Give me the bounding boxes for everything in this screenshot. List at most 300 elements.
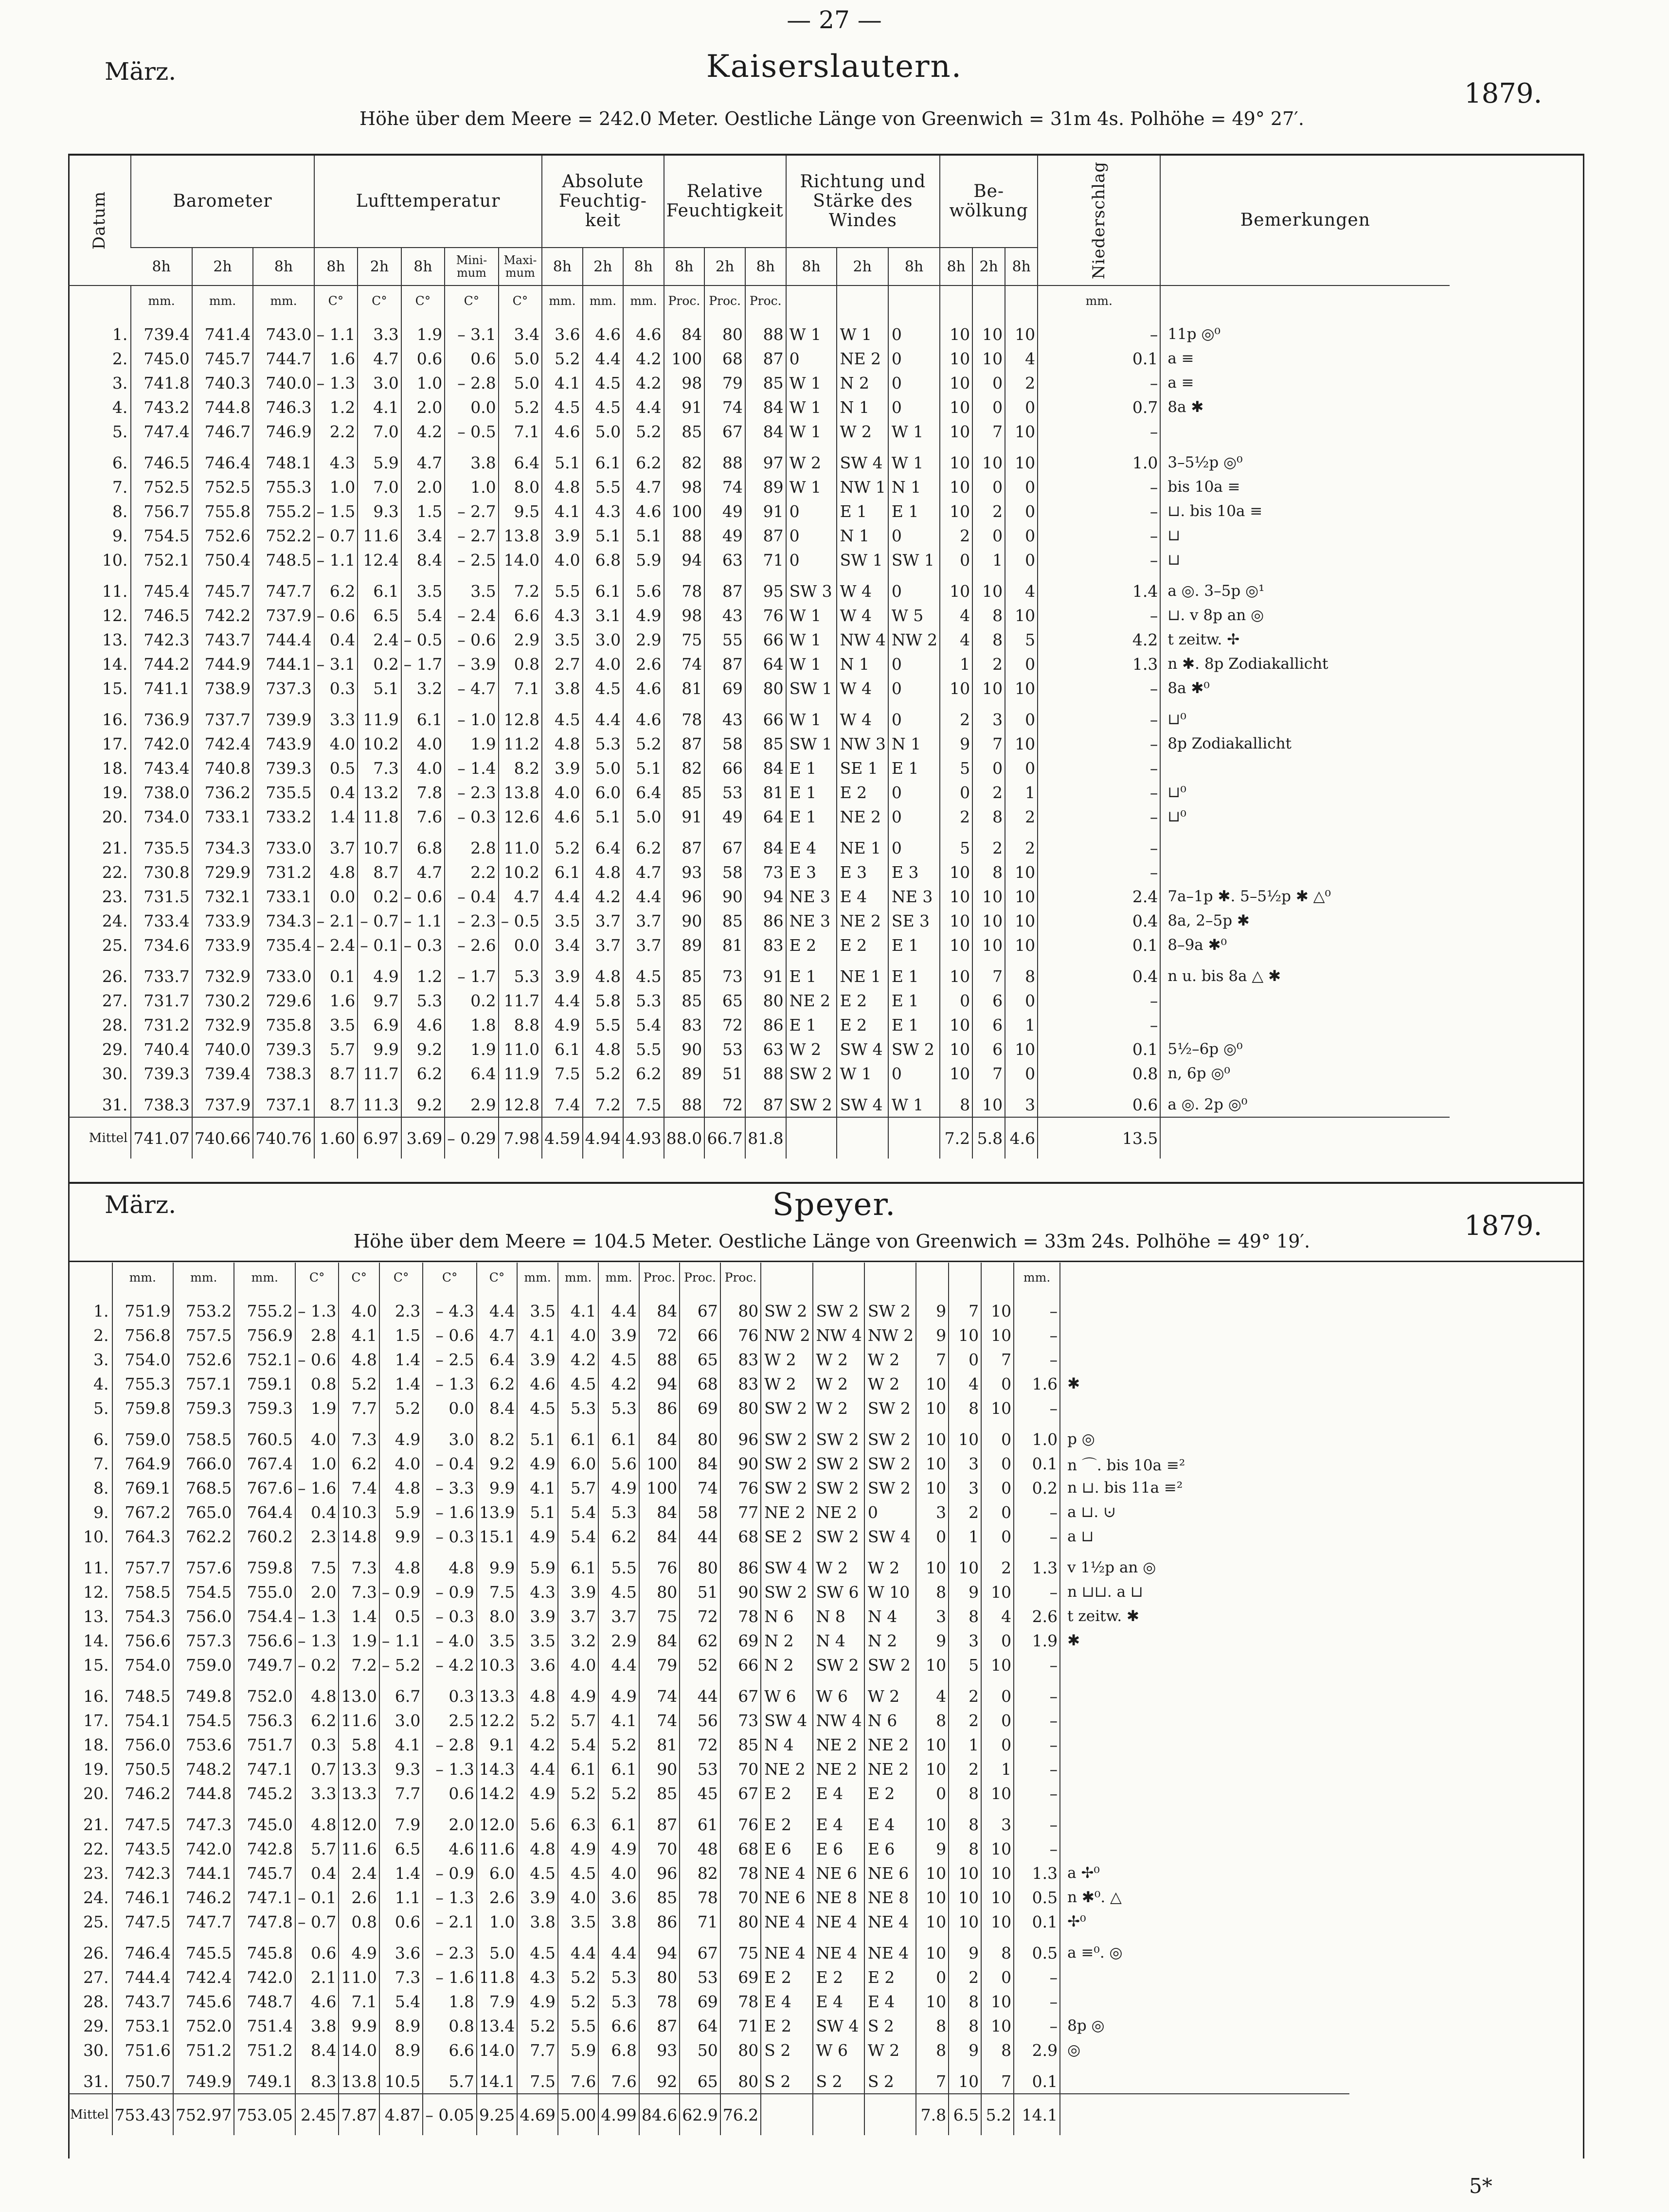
value-cell: 745.4 bbox=[131, 572, 192, 603]
value-cell: 0 bbox=[981, 1451, 1014, 1476]
value-cell: – bbox=[1014, 1837, 1060, 1861]
value-cell: 4.9 bbox=[558, 1677, 598, 1708]
mean-cell: 5.8 bbox=[972, 1117, 1005, 1159]
value-cell: 10 bbox=[1005, 933, 1038, 957]
unit-cell bbox=[981, 1263, 1014, 1292]
value-cell: 3.9 bbox=[598, 1323, 639, 1347]
value-cell: 10 bbox=[1005, 444, 1038, 475]
value-cell: – 1.7 bbox=[445, 957, 498, 988]
value-cell: – 3.3 bbox=[423, 1476, 476, 1500]
remark-cell: a ⊔. ⊍ bbox=[1060, 1500, 1349, 1524]
value-cell: 65 bbox=[680, 1347, 720, 1372]
value-cell: 94 bbox=[639, 1372, 680, 1396]
value-cell: 745.8 bbox=[234, 1934, 295, 1965]
value-cell: – bbox=[1014, 1500, 1060, 1524]
value-cell: 751.2 bbox=[173, 2038, 234, 2062]
value-cell: 84 bbox=[745, 395, 786, 419]
value-cell: 3.4 bbox=[499, 315, 542, 346]
wind-cell: E 3 bbox=[837, 860, 888, 884]
value-cell: 5.4 bbox=[558, 1500, 598, 1524]
wind-cell: NE 6 bbox=[864, 1861, 916, 1885]
wind-cell: SW 2 bbox=[813, 1292, 864, 1323]
value-cell: 78 bbox=[639, 1989, 680, 2014]
value-cell: 4.3 bbox=[517, 1580, 557, 1604]
value-cell: 10 bbox=[981, 1781, 1014, 1805]
value-cell: 1.0 bbox=[295, 1451, 339, 1476]
remark-cell: 3–5½p ◎⁰ bbox=[1160, 444, 1450, 475]
value-cell: 10 bbox=[940, 572, 972, 603]
value-cell: 762.2 bbox=[173, 1524, 234, 1549]
value-cell: 1 bbox=[949, 1524, 981, 1549]
remark-cell: 11p ◎⁰ bbox=[1160, 315, 1450, 346]
value-cell: 767.6 bbox=[234, 1476, 295, 1500]
value-cell: 100 bbox=[664, 499, 705, 523]
mean-cell bbox=[1060, 2094, 1349, 2135]
value-cell: 85 bbox=[664, 780, 705, 804]
value-cell: 3.6 bbox=[542, 315, 582, 346]
mean-cell: 4.69 bbox=[517, 2094, 557, 2135]
wind-cell: E 2 bbox=[761, 2014, 812, 2038]
value-cell: 10 bbox=[1005, 1037, 1038, 1061]
value-cell: 4.7 bbox=[358, 346, 401, 371]
value-cell: 84 bbox=[639, 1500, 680, 1524]
value-cell: 0.4 bbox=[1038, 957, 1160, 988]
day-cell: 9. bbox=[93, 1502, 109, 1522]
value-cell: 83 bbox=[720, 1347, 761, 1372]
value-cell: 764.4 bbox=[234, 1500, 295, 1524]
remark-cell: 8–9a ✱⁰ bbox=[1160, 933, 1450, 957]
value-cell: 729.9 bbox=[192, 860, 253, 884]
value-cell: 731.2 bbox=[131, 1013, 192, 1037]
value-cell: 747.3 bbox=[173, 1805, 234, 1837]
value-cell: – 0.3 bbox=[401, 933, 445, 957]
value-cell: 6.2 bbox=[314, 572, 358, 603]
value-cell: 76 bbox=[720, 1476, 761, 1500]
value-cell: 4.6 bbox=[423, 1837, 476, 1861]
value-cell: 95 bbox=[745, 572, 786, 603]
value-cell: 4.4 bbox=[598, 1653, 639, 1677]
frame-right-rule bbox=[1583, 155, 1584, 2158]
units-row bbox=[68, 1263, 1349, 1292]
value-cell: 11.8 bbox=[477, 1965, 517, 1989]
wind-cell: N 2 bbox=[864, 1628, 916, 1653]
value-cell: 4.4 bbox=[583, 700, 623, 731]
value-cell: 78 bbox=[720, 1604, 761, 1628]
remark-cell: ⊔⁰ bbox=[1160, 804, 1450, 829]
value-cell: 10 bbox=[916, 1549, 949, 1580]
wind-cell: S 2 bbox=[761, 2038, 812, 2062]
subheader-hour: 8h bbox=[131, 248, 192, 285]
value-cell: 5.8 bbox=[583, 988, 623, 1013]
value-cell: 6.2 bbox=[623, 444, 664, 475]
value-cell: 65 bbox=[704, 988, 745, 1013]
value-cell: 8 bbox=[972, 603, 1005, 627]
value-cell: 5.3 bbox=[558, 1396, 598, 1420]
value-cell: 9.5 bbox=[499, 499, 542, 523]
value-cell: 7.5 bbox=[295, 1549, 339, 1580]
subheader-maximum: Maxi-mum bbox=[499, 248, 542, 285]
table-row bbox=[68, 1653, 1349, 1677]
wind-cell: S 2 bbox=[813, 2062, 864, 2094]
value-cell: – 4.2 bbox=[423, 1653, 476, 1677]
value-cell: – bbox=[1038, 700, 1160, 731]
table-row bbox=[68, 756, 1450, 780]
value-cell: 4.1 bbox=[542, 371, 582, 395]
unit-cell bbox=[1160, 285, 1450, 315]
value-cell: 91 bbox=[745, 957, 786, 988]
value-cell: 2 bbox=[949, 1500, 981, 1524]
value-cell: 4.0 bbox=[379, 1451, 423, 1476]
value-cell: – bbox=[1038, 371, 1160, 395]
wind-cell: NW 4 bbox=[813, 1323, 864, 1347]
value-cell: 2 bbox=[940, 700, 972, 731]
value-cell: 1.0 bbox=[401, 371, 445, 395]
wind-cell: E 2 bbox=[864, 1965, 916, 1989]
table-row bbox=[68, 499, 1450, 523]
subheader-hour: 2h bbox=[583, 248, 623, 285]
value-cell: 3.7 bbox=[623, 933, 664, 957]
value-cell: 10.2 bbox=[358, 731, 401, 756]
unit-cell: mm. bbox=[542, 285, 582, 315]
wind-cell: NE 6 bbox=[761, 1885, 812, 1909]
value-cell: – 0.3 bbox=[423, 1604, 476, 1628]
value-cell: 88 bbox=[664, 523, 705, 548]
wind-cell: NE 2 bbox=[864, 1757, 916, 1781]
remark-cell bbox=[1160, 988, 1450, 1013]
value-cell: 81 bbox=[664, 676, 705, 700]
table-row bbox=[68, 804, 1450, 829]
remark-cell: a ≡ bbox=[1160, 346, 1450, 371]
value-cell: 765.0 bbox=[173, 1500, 234, 1524]
value-cell: 2 bbox=[972, 780, 1005, 804]
wind-cell: W 2 bbox=[864, 1677, 916, 1708]
value-cell: 68 bbox=[680, 1372, 720, 1396]
value-cell: 82 bbox=[664, 444, 705, 475]
value-cell: 71 bbox=[680, 1909, 720, 1934]
value-cell: 9.2 bbox=[477, 1451, 517, 1476]
value-cell: 1.9 bbox=[401, 315, 445, 346]
value-cell: 2.7 bbox=[542, 652, 582, 676]
value-cell: 5.5 bbox=[623, 1037, 664, 1061]
mean-cell: 66.7 bbox=[704, 1117, 745, 1159]
value-cell: 80 bbox=[680, 1549, 720, 1580]
value-cell: 64 bbox=[745, 652, 786, 676]
value-cell: 755.0 bbox=[234, 1580, 295, 1604]
value-cell: 6.6 bbox=[499, 603, 542, 627]
value-cell: 3 bbox=[1005, 1086, 1038, 1117]
value-cell: 4.8 bbox=[583, 1037, 623, 1061]
subheader-hour: 2h bbox=[972, 248, 1005, 285]
wind-cell: W 2 bbox=[813, 1372, 864, 1396]
value-cell: 3.6 bbox=[598, 1885, 639, 1909]
value-cell: 7 bbox=[972, 419, 1005, 444]
remark-cell bbox=[1060, 1677, 1349, 1708]
value-cell: – bbox=[1014, 1989, 1060, 2014]
value-cell: 6.1 bbox=[598, 1757, 639, 1781]
table-row bbox=[68, 933, 1450, 957]
value-cell: 4.6 bbox=[517, 1372, 557, 1396]
value-cell: 10.3 bbox=[477, 1653, 517, 1677]
value-cell: 1.2 bbox=[401, 957, 445, 988]
value-cell: 0.4 bbox=[295, 1861, 339, 1885]
value-cell: 64 bbox=[680, 2014, 720, 2038]
value-cell: – bbox=[1014, 1653, 1060, 1677]
mean-cell: 5.2 bbox=[981, 2094, 1014, 2135]
value-cell: 10 bbox=[981, 1653, 1014, 1677]
table-row bbox=[68, 1500, 1349, 1524]
wind-cell: E 3 bbox=[888, 860, 940, 884]
value-cell: 10 bbox=[1005, 676, 1038, 700]
remark-cell bbox=[1060, 1989, 1349, 2014]
value-cell: – 2.8 bbox=[445, 371, 498, 395]
value-cell: 741.1 bbox=[131, 676, 192, 700]
value-cell: 6.1 bbox=[598, 1420, 639, 1451]
unit-cell bbox=[888, 285, 940, 315]
value-cell: 11.8 bbox=[358, 804, 401, 829]
value-cell: 6.0 bbox=[477, 1861, 517, 1885]
value-cell: – 2.5 bbox=[445, 548, 498, 572]
year-label-kaiserslautern: 1879. bbox=[1464, 78, 1543, 109]
day-cell: 2. bbox=[112, 349, 128, 368]
value-cell: 10 bbox=[916, 1653, 949, 1677]
unit-cell: mm. bbox=[623, 285, 664, 315]
value-cell: 4.4 bbox=[623, 884, 664, 909]
value-cell: 4.9 bbox=[558, 1837, 598, 1861]
value-cell: – 3.1 bbox=[314, 652, 358, 676]
value-cell: 740.0 bbox=[253, 371, 314, 395]
wind-cell: E 2 bbox=[813, 1965, 864, 1989]
section-divider-rule bbox=[68, 1182, 1584, 1184]
unit-cell: mm. bbox=[1014, 1263, 1060, 1292]
value-cell: – 1.6 bbox=[423, 1965, 476, 1989]
value-cell: 2 bbox=[940, 804, 972, 829]
wind-cell: W 4 bbox=[837, 676, 888, 700]
value-cell: 737.9 bbox=[192, 1086, 253, 1117]
day-cell: 2. bbox=[93, 1325, 109, 1345]
value-cell: 750.4 bbox=[192, 548, 253, 572]
value-cell: 75 bbox=[664, 627, 705, 652]
wind-cell: W 6 bbox=[813, 2038, 864, 2062]
subheader-hour: 2h bbox=[704, 248, 745, 285]
day-cell: 23. bbox=[83, 1863, 109, 1883]
value-cell: 744.4 bbox=[253, 627, 314, 652]
value-cell: 89 bbox=[745, 475, 786, 499]
value-cell: – 1.3 bbox=[314, 371, 358, 395]
value-cell: 1.9 bbox=[445, 1037, 498, 1061]
value-cell: 8 bbox=[972, 860, 1005, 884]
unit-cell: mm. bbox=[558, 1263, 598, 1292]
value-cell: 12.4 bbox=[358, 548, 401, 572]
value-cell: 5.8 bbox=[339, 1732, 379, 1757]
value-cell: 745.2 bbox=[234, 1781, 295, 1805]
value-cell: 11.9 bbox=[499, 1061, 542, 1086]
unit-cell: C° bbox=[314, 285, 358, 315]
subheader-hour: 8h bbox=[401, 248, 445, 285]
table-row bbox=[68, 371, 1450, 395]
value-cell: 5.7 bbox=[558, 1708, 598, 1732]
value-cell: 10 bbox=[916, 1757, 949, 1781]
value-cell: 0.1 bbox=[1014, 1451, 1060, 1476]
day-cell: 4. bbox=[93, 1374, 109, 1393]
wind-cell: E 4 bbox=[813, 1989, 864, 2014]
value-cell: 6.4 bbox=[583, 829, 623, 860]
wind-cell: SW 2 bbox=[864, 1292, 916, 1323]
value-cell: 3.5 bbox=[401, 572, 445, 603]
value-cell: 5.0 bbox=[477, 1934, 517, 1965]
value-cell: 747.5 bbox=[112, 1909, 173, 1934]
value-cell: 4.9 bbox=[358, 957, 401, 988]
value-cell: 742.3 bbox=[131, 627, 192, 652]
subheader-hour: 2h bbox=[192, 248, 253, 285]
value-cell: 0 bbox=[972, 395, 1005, 419]
value-cell: 61 bbox=[680, 1805, 720, 1837]
value-cell: 78 bbox=[680, 1885, 720, 1909]
value-cell: 7.2 bbox=[583, 1086, 623, 1117]
day-cell: 13. bbox=[83, 1606, 109, 1626]
value-cell: – 2.3 bbox=[445, 780, 498, 804]
value-cell: 6.1 bbox=[542, 1037, 582, 1061]
value-cell: 5.2 bbox=[339, 1372, 379, 1396]
value-cell: 7.3 bbox=[339, 1549, 379, 1580]
value-cell: 747.7 bbox=[253, 572, 314, 603]
mean-cell: 7.8 bbox=[916, 2094, 949, 2135]
table-row bbox=[68, 829, 1450, 860]
units-row bbox=[68, 285, 1450, 315]
value-cell: 4.9 bbox=[623, 603, 664, 627]
value-cell: 66 bbox=[704, 756, 745, 780]
day-cell: 12. bbox=[83, 1582, 109, 1602]
value-cell: 1.9 bbox=[445, 731, 498, 756]
value-cell: 3.7 bbox=[558, 1604, 598, 1628]
value-cell: 4.2 bbox=[1038, 627, 1160, 652]
value-cell: 2 bbox=[949, 1677, 981, 1708]
day-cell: 11. bbox=[83, 1558, 109, 1577]
value-cell: 11.6 bbox=[477, 1837, 517, 1861]
remark-cell: n ✱. 8p Zodiakallicht bbox=[1160, 652, 1450, 676]
remark-cell bbox=[1060, 1805, 1349, 1837]
day-cell: 12. bbox=[102, 606, 128, 625]
day-cell: 21. bbox=[83, 1815, 109, 1834]
value-cell: 10 bbox=[1005, 603, 1038, 627]
value-cell: 85 bbox=[704, 909, 745, 933]
wind-cell: W 1 bbox=[837, 1061, 888, 1086]
value-cell: – 0.6 bbox=[295, 1347, 339, 1372]
value-cell: 10 bbox=[981, 1989, 1014, 2014]
value-cell: 738.3 bbox=[131, 1086, 192, 1117]
value-cell: 0.3 bbox=[423, 1677, 476, 1708]
value-cell: 80 bbox=[720, 2062, 761, 2094]
value-cell: 80 bbox=[680, 1420, 720, 1451]
wind-cell: SW 4 bbox=[761, 1549, 812, 1580]
value-cell: 735.4 bbox=[253, 933, 314, 957]
value-cell: 8 bbox=[949, 2014, 981, 2038]
value-cell: 2 bbox=[940, 523, 972, 548]
wind-cell: NE 8 bbox=[813, 1885, 864, 1909]
value-cell: 4.6 bbox=[623, 676, 664, 700]
value-cell: 44 bbox=[680, 1524, 720, 1549]
table-row bbox=[68, 731, 1450, 756]
value-cell: 6.1 bbox=[583, 572, 623, 603]
value-cell: 8.9 bbox=[379, 2014, 423, 2038]
value-cell: 4.4 bbox=[558, 1934, 598, 1965]
value-cell: 80 bbox=[720, 1909, 761, 1934]
value-cell: – 1.6 bbox=[423, 1500, 476, 1524]
wind-cell: NE 2 bbox=[761, 1500, 812, 1524]
value-cell: 0 bbox=[981, 1677, 1014, 1708]
value-cell: 10 bbox=[940, 395, 972, 419]
value-cell: 4.8 bbox=[517, 1677, 557, 1708]
day-cell: 28. bbox=[102, 1015, 128, 1035]
value-cell: 85 bbox=[745, 371, 786, 395]
value-cell: 84 bbox=[664, 315, 705, 346]
value-cell: 4.5 bbox=[558, 1372, 598, 1396]
value-cell: 4.8 bbox=[423, 1549, 476, 1580]
value-cell: 50 bbox=[680, 2038, 720, 2062]
value-cell: 7.1 bbox=[339, 1989, 379, 2014]
day-cell: 24. bbox=[102, 911, 128, 930]
value-cell: 4.0 bbox=[295, 1420, 339, 1451]
value-cell: 58 bbox=[704, 731, 745, 756]
value-cell: – 1.1 bbox=[314, 548, 358, 572]
value-cell: 9.2 bbox=[401, 1086, 445, 1117]
value-cell: 11.6 bbox=[339, 1708, 379, 1732]
day-cell: 10. bbox=[102, 550, 128, 570]
unit-cell bbox=[864, 1263, 916, 1292]
day-cell: 26. bbox=[102, 966, 128, 986]
value-cell: 740.8 bbox=[192, 756, 253, 780]
value-cell: 7.1 bbox=[499, 419, 542, 444]
value-cell: 1.3 bbox=[1014, 1861, 1060, 1885]
value-cell: 6.1 bbox=[358, 572, 401, 603]
value-cell: 2.3 bbox=[379, 1292, 423, 1323]
value-cell: – 1.4 bbox=[445, 756, 498, 780]
wind-cell: SW 4 bbox=[837, 444, 888, 475]
value-cell: 8.9 bbox=[379, 2038, 423, 2062]
wind-cell: NE 3 bbox=[786, 884, 837, 909]
table-row bbox=[68, 2062, 1349, 2094]
value-cell: 4 bbox=[940, 603, 972, 627]
value-cell: 10 bbox=[940, 419, 972, 444]
value-cell: 4.9 bbox=[598, 1476, 639, 1500]
value-cell: 9 bbox=[949, 1580, 981, 1604]
unit-cell: mm. bbox=[583, 285, 623, 315]
value-cell: 80 bbox=[720, 2038, 761, 2062]
wind-cell: W 2 bbox=[813, 1347, 864, 1372]
value-cell: 9 bbox=[916, 1292, 949, 1323]
value-cell: 10 bbox=[940, 957, 972, 988]
value-cell: 734.3 bbox=[253, 909, 314, 933]
value-cell: 6.4 bbox=[499, 444, 542, 475]
mean-cell: 76.2 bbox=[720, 2094, 761, 2135]
value-cell: 1.5 bbox=[379, 1323, 423, 1347]
value-cell: 93 bbox=[639, 2038, 680, 2062]
value-cell: 6.8 bbox=[598, 2038, 639, 2062]
value-cell: 7 bbox=[972, 731, 1005, 756]
remark-cell bbox=[1060, 1347, 1349, 1372]
value-cell: 88 bbox=[639, 1347, 680, 1372]
value-cell: 5.4 bbox=[379, 1989, 423, 2014]
value-cell: 8 bbox=[972, 627, 1005, 652]
value-cell: 0 bbox=[972, 371, 1005, 395]
value-cell: 5.5 bbox=[598, 1549, 639, 1580]
value-cell: 10 bbox=[949, 1420, 981, 1451]
value-cell: 755.3 bbox=[253, 475, 314, 499]
day-cell: 15. bbox=[83, 1655, 109, 1675]
value-cell: 745.0 bbox=[131, 346, 192, 371]
table-row bbox=[68, 603, 1450, 627]
value-cell: 12.0 bbox=[477, 1805, 517, 1837]
value-cell: – bbox=[1038, 499, 1160, 523]
